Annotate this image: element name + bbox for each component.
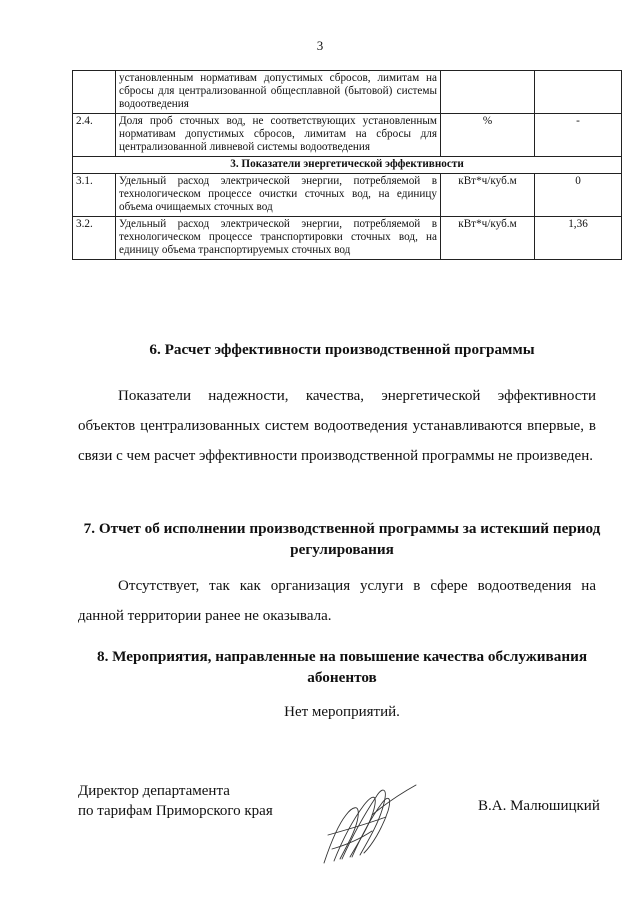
section-7-heading: 7. Отчет об исполнении производственной программы за истекший период регулирования	[83, 520, 601, 558]
row-value	[535, 71, 622, 114]
signatory-position	[78, 781, 273, 821]
section-8-heading: 8. Мероприятия, направленные на повышение качества обслуживания абонентов	[96, 648, 588, 686]
section-8-text: Нет мероприятий.	[284, 704, 400, 720]
row-number: 3.2.	[73, 217, 116, 260]
row-description: Доля проб сточных вод, не соответствующих установленным нормативам допустимых сбросов, лимитам на сбросы для централизованной ливневой системы водоотведения	[116, 114, 441, 157]
signatory-position-line-2: по тарифам Приморского края	[78, 803, 273, 819]
row-description: установленным нормативам допустимых сбросов, лимитам на сбросы для централизованной общесплавной (бытовой) системы водоотведения	[116, 71, 441, 114]
row-description: Удельный расход электрической энергии, потребляемой в технологическом процессе очистки сточных вод, на единицу объема очищаемых сточных вод	[116, 174, 441, 217]
indicators-table	[72, 70, 622, 260]
row-value: -	[535, 114, 622, 157]
table-section-heading: 3. Показатели энергетической эффективности	[73, 157, 622, 174]
row-value: 1,36	[535, 217, 622, 260]
row-unit: кВт*ч/куб.м	[441, 217, 535, 260]
row-unit: кВт*ч/куб.м	[441, 174, 535, 217]
table-row	[73, 71, 622, 114]
handwritten-signature	[312, 775, 422, 870]
section-6-paragraph: Показатели надежности, качества, энергетической эффективности объектов централизованных систем водоотведения устанавливаются впервые, в связи с чем расчет эффективности производственной программы не произведен.	[78, 388, 596, 464]
section-7-paragraph: Отсутствует, так как организация услуги в сфере водоотведения на данной территории ранее не оказывала.	[78, 578, 596, 624]
row-number: 3.1.	[73, 174, 116, 217]
table-section-row	[73, 157, 622, 174]
row-number	[73, 71, 116, 114]
row-unit: %	[441, 114, 535, 157]
row-unit	[441, 71, 535, 114]
row-number: 2.4.	[73, 114, 116, 157]
table-row	[73, 114, 622, 157]
section-6-heading: 6. Расчет эффективности производственной программы	[149, 341, 535, 358]
table-row	[73, 217, 622, 260]
row-value: 0	[535, 174, 622, 217]
signatory-name: В.А. Малюшицкий	[478, 798, 600, 814]
table-row	[73, 174, 622, 217]
row-description: Удельный расход электрической энергии, потребляемой в технологическом процессе транспортировки сточных вод, на единицу объема транспортируемых сточных вод	[116, 217, 441, 260]
page-number: 3	[316, 38, 324, 53]
signatory-position-line-1: Директор департамента	[78, 783, 230, 799]
